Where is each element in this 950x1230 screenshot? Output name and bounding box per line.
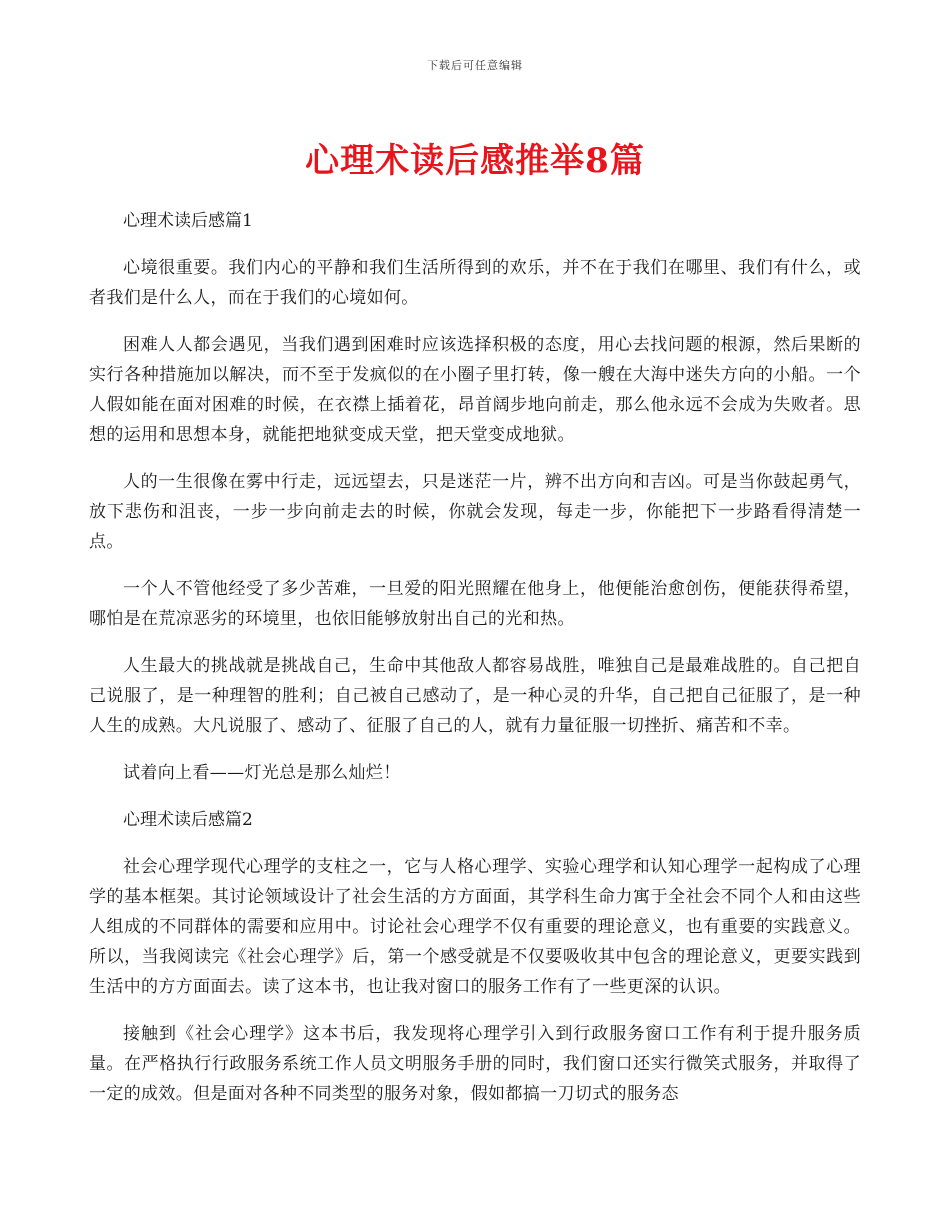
paragraph: 接触到《社会心理学》这本书后，我发现将心理学引入到行政服务窗口工作有利于提升服务质量。在严格执行行政服务系统工作人员文明服务手册的同时，我们窗口还实行微笑式服务，并取得了一定的成效。但是面对各种不同类型的服务对象，假如都搞一刀切式的服务态: [89, 1024, 861, 1104]
paragraph: 人生最大的挑战就是挑战自己，生命中其他敌人都容易战胜，唯独自己是最难战胜的。自己把自己说服了，是一种理智的胜利；自己被自己感动了，是一种心灵的升华，自己把自己征服了，是一种人生的成熟。大凡说服了、感动了、征服了自己的人，就有力量征服一切挫折、痛苦和不幸。: [89, 656, 861, 736]
paragraph: 心境很重要。我们内心的平静和我们生活所得到的欢乐，并不在于我们在哪里、我们有什么，或者我们是什么人，而在于我们的心境如何。: [89, 258, 861, 308]
page-header-note: 下载后可任意编辑: [427, 59, 523, 72]
document-title: 心理术读后感推举8篇: [305, 141, 645, 181]
paragraph: 一个人不管他经受了多少苦难，一旦爱的阳光照耀在他身上，他便能治愈创伤，便能获得希望，哪怕是在荒凉恶劣的环境里，也依旧能够放射出自己的光和热。: [89, 579, 861, 629]
paragraph: 社会心理学现代心理学的支柱之一，它与人格心理学、实验心理学和认知心理学一起构成了心理学的基本框架。其讨论领域设计了社会生活的方方面面，其学科生命力寓于全社会不同个人和由这些人组成的不同群体的需要和应用中。讨论社会心理学不仅有重要的理论意义，也有重要的实践意义。所以，当我阅读完《社会心理学》后，第一个感受就是不仅要吸收其中包含的理论意义，更要实践到生活中的方方面面去。读了这本书，也让我对窗口的服务工作有了一些更深的认识。: [89, 857, 861, 997]
document-body: [89, 206, 861, 1126]
paragraph: 人的一生很像在雾中行走，远远望去，只是迷茫一片，辨不出方向和吉凶。可是当你鼓起勇气，放下悲伤和沮丧，一步一步向前走去的时候，你就会发现，每走一步，你能把下一步路看得清楚一点。: [89, 472, 861, 552]
paragraph: 困难人人都会遇见，当我们遇到困难时应该选择积极的态度，用心去找问题的根源，然后果断的实行各种措施加以解决，而不至于发疯似的在小圈子里打转，像一艘在大海中迷失方向的小船。一个人假如能在面对困难的时候，在衣襟上插着花，昂首阔步地向前走，那么他永远不会成为失败者。思想的运用和思想本身，就能把地狱变成天堂，把天堂变成地狱。: [89, 335, 861, 445]
paragraph: 试着向上看——灯光总是那么灿烂！: [123, 763, 401, 783]
section-heading-1: 心理术读后感篇1: [123, 211, 253, 231]
section-heading-2: 心理术读后感篇2: [123, 810, 253, 830]
